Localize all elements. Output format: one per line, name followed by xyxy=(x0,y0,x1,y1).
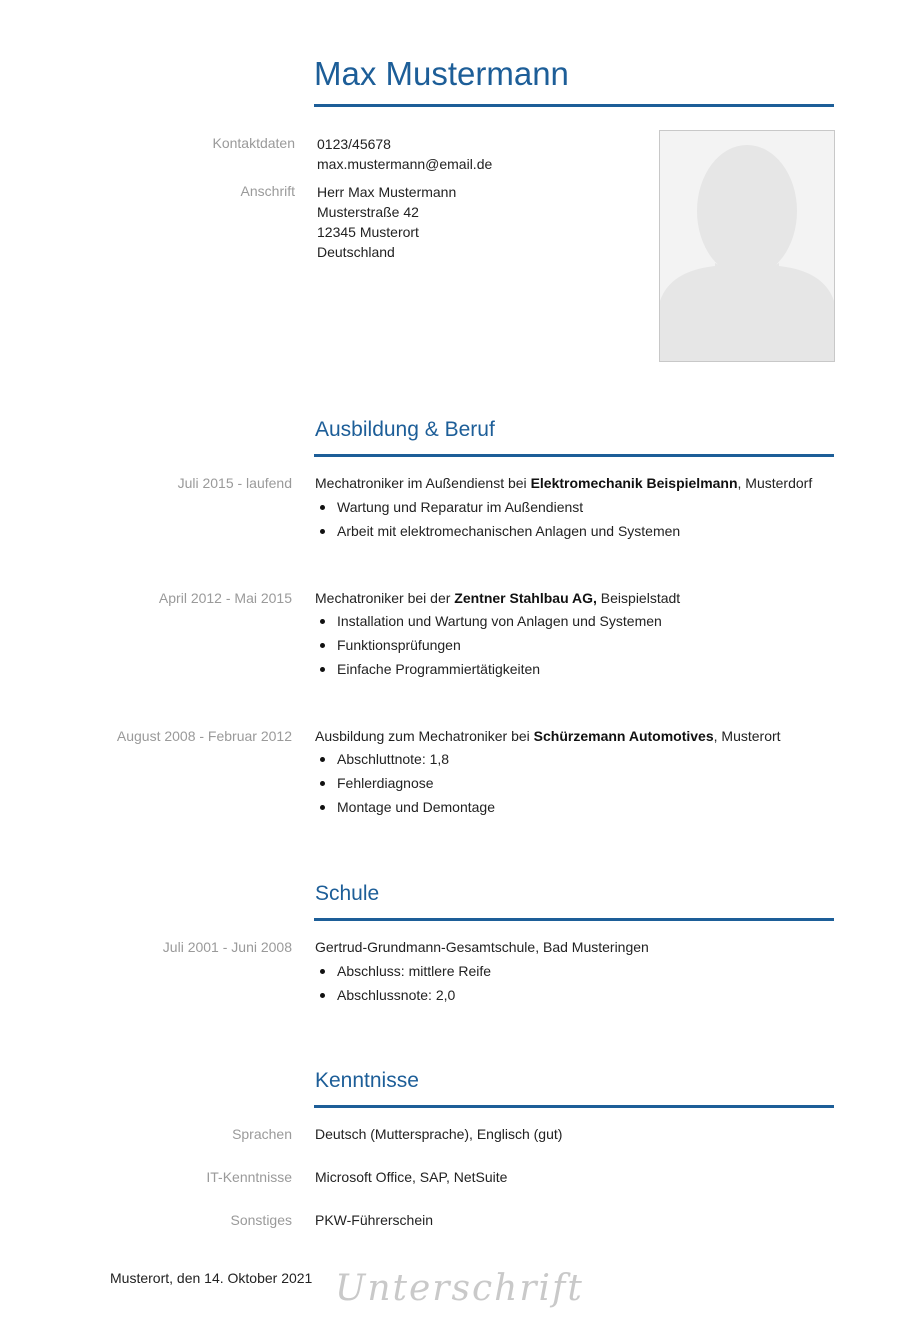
entry-heading: Gertrud-Grundmann-Gesamtschule, Bad Musteringen xyxy=(315,939,649,955)
list-item: Abschlussnote: 2,0 xyxy=(315,983,491,1007)
profile-photo xyxy=(659,130,835,362)
skill-value: Deutsch (Muttersprache), Englisch (gut) xyxy=(315,1126,563,1142)
name-rule xyxy=(314,104,834,107)
list-item: Arbeit mit elektromechanischen Anlagen und Systemen xyxy=(315,519,680,543)
cv-name: Max Mustermann xyxy=(314,55,569,92)
skill-label: Sprachen xyxy=(232,1126,292,1142)
entry-date: August 2008 - Februar 2012 xyxy=(116,728,292,744)
address-line: Musterstraße 42 xyxy=(317,204,419,220)
section-title-skills: Kenntnisse xyxy=(315,1069,419,1092)
contact-label: Kontaktdaten xyxy=(212,135,295,151)
phone-value: 0123/45678 xyxy=(317,136,391,152)
skill-value: Microsoft Office, SAP, NetSuite xyxy=(315,1169,508,1185)
list-item: Abschluttnote: 1,8 xyxy=(315,747,495,771)
place-date: Musterort, den 14. Oktober 2021 xyxy=(110,1270,313,1286)
skill-label: Sonstiges xyxy=(230,1212,292,1228)
list-item: Wartung und Reparatur im Außendienst xyxy=(315,495,680,519)
section-rule xyxy=(314,454,834,457)
list-item: Installation und Wartung von Anlagen und Systemen xyxy=(315,609,662,633)
section-rule xyxy=(314,918,834,921)
entry-bullets xyxy=(315,495,680,543)
skill-label: IT-Kenntnisse xyxy=(206,1169,292,1185)
entry-date: Juli 2015 - laufend xyxy=(177,475,292,491)
address-label: Anschrift xyxy=(240,183,295,199)
signature: Unterschrift xyxy=(335,1268,584,1309)
entry-date: Juli 2001 - Juni 2008 xyxy=(162,939,292,955)
list-item: Fehlerdiagnose xyxy=(315,771,495,795)
skill-value: PKW-Führerschein xyxy=(315,1212,434,1228)
list-item: Abschluss: mittlere Reife xyxy=(315,959,491,983)
section-rule xyxy=(314,1105,834,1108)
entry-heading: Mechatroniker im Außendienst bei Elektromechanik Beispielmann, Musterdorf xyxy=(315,475,813,491)
section-title-career: Ausbildung & Beruf xyxy=(315,418,495,441)
entry-bullets xyxy=(315,609,662,681)
section-title-school: Schule xyxy=(315,882,380,905)
entry-heading: Ausbildung zum Mechatroniker bei Schürzemann Automotives, Musterort xyxy=(315,728,781,744)
person-silhouette-icon xyxy=(660,131,834,361)
entry-bullets xyxy=(315,747,495,819)
address-line: Deutschland xyxy=(317,244,395,260)
address-line: 12345 Musterort xyxy=(317,224,419,240)
list-item: Einfache Programmiertätigkeiten xyxy=(315,657,662,681)
list-item: Montage und Demontage xyxy=(315,795,495,819)
email-value: max.mustermann@email.de xyxy=(317,156,493,172)
entry-heading: Mechatroniker bei der Zentner Stahlbau AG, Beispielstadt xyxy=(315,590,681,606)
entry-date: April 2012 - Mai 2015 xyxy=(158,590,292,606)
entry-bullets xyxy=(315,959,491,1007)
address-line: Herr Max Mustermann xyxy=(317,184,457,200)
list-item: Funktionsprüfungen xyxy=(315,633,662,657)
